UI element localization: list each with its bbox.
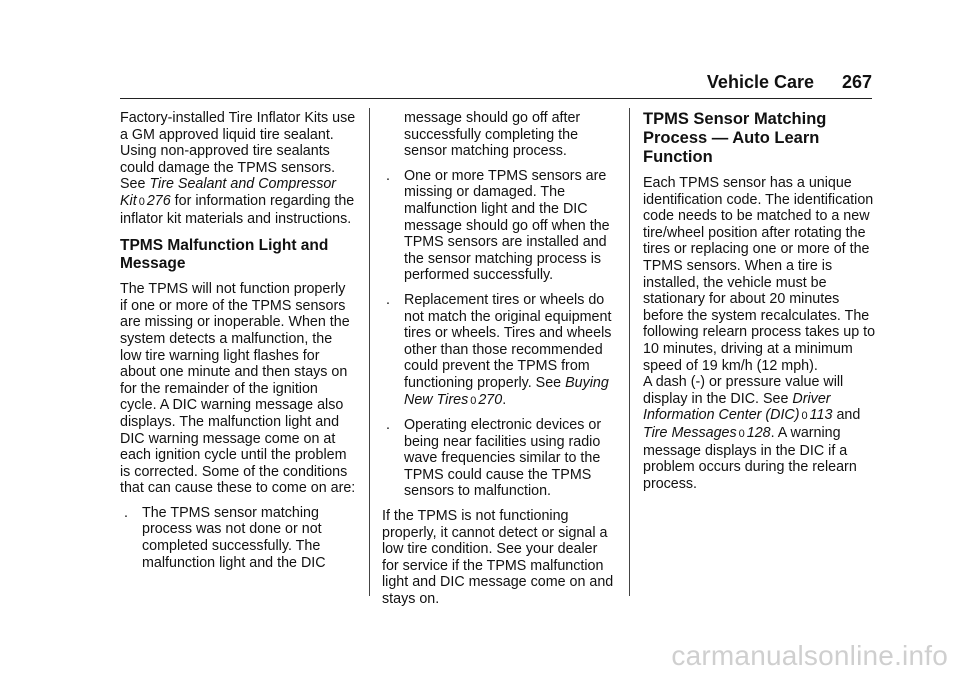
text: message should go off after successfully completing the sensor matching process. bbox=[404, 110, 581, 160]
text: Factory-installed Tire Inflator Kits use a GM approved liquid tire sealant. Using non-approved tire sealants could damage the TPMS sensors. See bbox=[120, 110, 356, 193]
link-tire-messages[interactable]: Tire Messages bbox=[643, 424, 737, 441]
bullet-mark: . bbox=[386, 291, 390, 308]
heading-sensor-matching: TPMS Sensor Matching Process — Auto Learn Function bbox=[643, 110, 827, 166]
list-item bbox=[382, 168, 618, 284]
text: and bbox=[836, 407, 861, 424]
list-item bbox=[120, 505, 356, 571]
link-page-276[interactable]: 276 bbox=[146, 192, 171, 209]
page-header bbox=[120, 72, 872, 96]
bullet-mark: . bbox=[124, 504, 128, 521]
column-3 bbox=[643, 110, 879, 500]
bullet-mark: . bbox=[386, 417, 390, 434]
list-item-continuation bbox=[382, 110, 618, 160]
header-rule bbox=[120, 98, 872, 99]
text: . A warning message displays in the DIC if a problem occurs during the relearn process. bbox=[643, 424, 857, 492]
text: for information regarding the inflator kit materials and instructions. bbox=[120, 192, 355, 227]
paragraph bbox=[643, 374, 879, 492]
bullet-mark: . bbox=[386, 167, 390, 184]
text: Operating electronic devices or being near facilities using radio wave frequencies similar to the TPMS could cause the TPMS sensors to malfunction. bbox=[404, 417, 602, 500]
link-page-113[interactable]: 113 bbox=[809, 407, 833, 424]
link-tire-sealant[interactable]: Tire Sealant and Compressor Kit bbox=[120, 176, 337, 209]
text: . bbox=[502, 391, 507, 408]
heading-tpms-malfunction: TPMS Malfunction Light and Message bbox=[120, 237, 329, 273]
paragraph bbox=[120, 110, 356, 227]
text: One or more TPMS sensors are missing or damaged. The malfunction light and the DIC message should go off when the TPMS sensors are installed and the sensor matching process is performed successfully. bbox=[404, 167, 610, 284]
paragraph: Each TPMS sensor has a unique identification code. The identification code needs to be matched to a new tire/wheel position after rotating the tires or replacing one or more of the TPMS sensors. When a tire is installed, the vehicle must be stationary for about 20 minutes before the system recalculates. The following relearn process takes up to 10 minutes, driving at a minimum speed of 19 km/h (12 mph). bbox=[643, 175, 876, 374]
page-ref-icon: 0 bbox=[801, 410, 808, 423]
text: The TPMS sensor matching process was not done or not completed successfully. The malfunction light and the DIC bbox=[142, 504, 326, 571]
page-number: 267 bbox=[841, 72, 872, 92]
section-title: Vehicle Care bbox=[706, 72, 814, 92]
list-item bbox=[382, 292, 618, 409]
list-item bbox=[382, 417, 618, 500]
page-ref-icon: 0 bbox=[138, 195, 145, 208]
paragraph: If the TPMS is not functioning properly, it cannot detect or signal a low tire condition. See your dealer for service if the TPMS malfunction light and DIC message come on and stays on. bbox=[382, 508, 614, 608]
paragraph: The TPMS will not function properly if one or more of the TPMS sensors are missing or inoperable. When the system detects a malfunction, the low tire warning light flashes for about one minute and then stays on for the remainder of the ignition cycle. A DIC warning message also displays. The malfunction light and DIC warning message come on at each ignition cycle until the problem is corrected. Some of the conditions that can cause these to come on are: bbox=[120, 281, 356, 497]
link-dic[interactable]: Driver Information Center (DIC) bbox=[643, 390, 831, 424]
page-ref-icon: 0 bbox=[470, 394, 477, 407]
text: Replacement tires or wheels do not match the original equipment tires or wheels. Tires and wheels other than those recommended could prevent the TPMS from functioning properly. See bbox=[404, 291, 612, 391]
watermark bbox=[0, 640, 960, 672]
link-page-270[interactable]: 270 bbox=[478, 391, 503, 408]
page-ref-icon: 0 bbox=[738, 427, 745, 440]
column-2 bbox=[382, 110, 618, 616]
text: A dash (-) or pressure value will display in the DIC. See bbox=[643, 374, 844, 407]
watermark-text: carmanualsonline.info bbox=[671, 640, 948, 671]
link-page-128[interactable]: 128 bbox=[746, 424, 771, 441]
column-1 bbox=[120, 110, 356, 579]
column-divider bbox=[629, 108, 630, 596]
column-divider bbox=[369, 108, 370, 596]
link-buying-new-tires[interactable]: Buying New Tires bbox=[404, 374, 609, 408]
